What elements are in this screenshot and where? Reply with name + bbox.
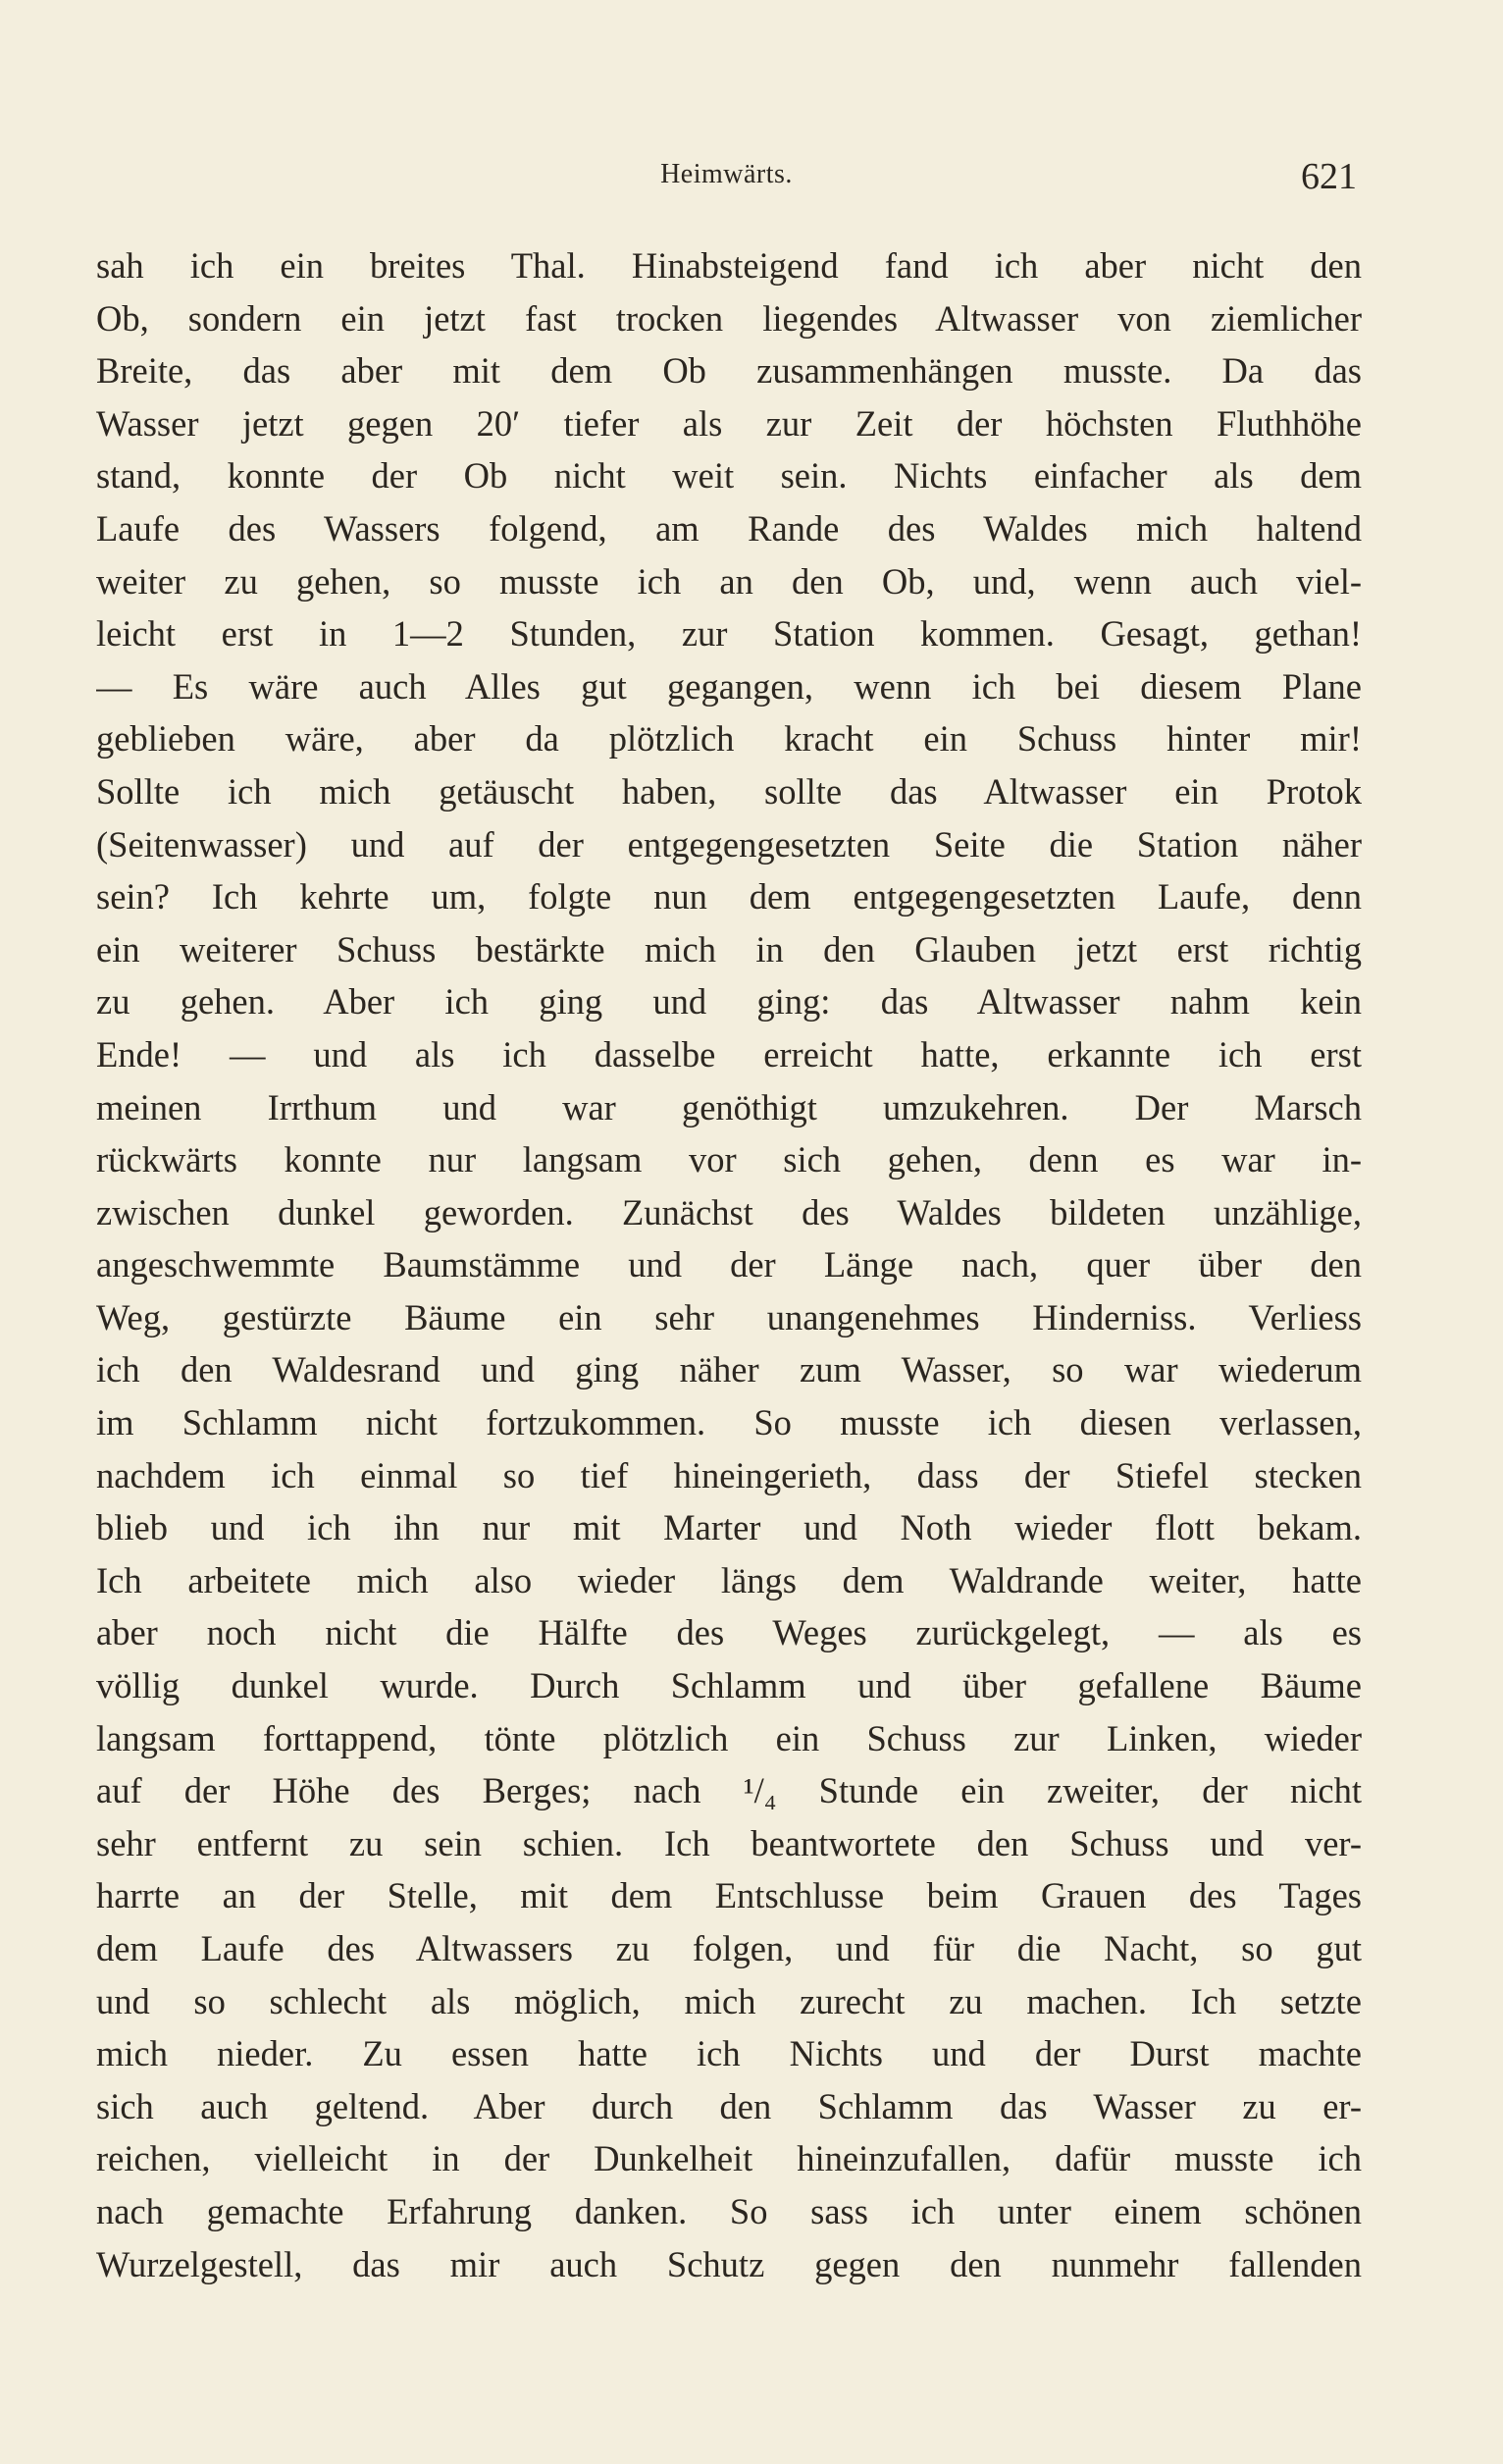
text-line: meinen Irrthum und war genöthigt umzukehren. Der Marsch — [96, 1086, 1362, 1127]
running-head: Heimwärts. — [660, 159, 793, 189]
text-line: Laufe des Wassers folgend, am Rande des Waldes mich haltend — [96, 507, 1362, 549]
text-line: reichen, vielleicht in der Dunkelheit hineinzufallen, dafür musste ich — [96, 2138, 1362, 2179]
text-line: (Seitenwasser) und auf der entgegengesetzten Seite die Station näher — [96, 823, 1362, 865]
text-line: auf der Höhe des Berges; nach ¹/₄ Stunde ein zweiter, der nicht — [96, 1770, 1362, 1811]
text-line: aber noch nicht die Hälfte des Weges zurückgelegt, — als es — [96, 1612, 1362, 1653]
text-line: weiter zu gehen, so musste ich an den Ob, und, wenn auch viel- — [96, 560, 1362, 602]
text-line: im Schlamm nicht fortzukommen. So musste ich diesen verlassen, — [96, 1402, 1362, 1443]
text-line: nachdem ich einmal so tief hineingerieth, dass der Stiefel stecken — [96, 1454, 1362, 1495]
text-line: mich nieder. Zu essen hatte ich Nichts und der Durst machte — [96, 2033, 1362, 2074]
page-number: 621 — [1301, 156, 1357, 197]
page-header — [96, 147, 1357, 206]
text-line: Wurzelgestell, das mir auch Schutz gegen den nunmehr fallenden — [96, 2243, 1362, 2284]
body-text — [96, 239, 1362, 2290]
text-line: dem Laufe des Altwassers zu folgen, und für die Nacht, so gut — [96, 1928, 1362, 1968]
text-line: rückwärts konnte nur langsam vor sich gehen, denn es war in- — [96, 1139, 1362, 1180]
text-line: Wasser jetzt gegen 20′ tiefer als zur Zeit der höchsten Fluthhöhe — [96, 402, 1362, 444]
text-line: — Es wäre auch Alles gut gegangen, wenn ich bei diesem Plane — [96, 665, 1362, 707]
text-line: völlig dunkel wurde. Durch Schlamm und über gefallene Bäume — [96, 1665, 1362, 1706]
text-line: ich den Waldesrand und ging näher zum Wasser, so war wiederum — [96, 1349, 1362, 1390]
text-line: ein weiterer Schuss bestärkte mich in den Glauben jetzt erst richtig — [96, 928, 1362, 970]
text-line: harrte an der Stelle, mit dem Entschlusse beim Grauen des Tages — [96, 1875, 1362, 1916]
text-line: nach gemachte Erfahrung danken. So sass ich unter einem schönen — [96, 2190, 1362, 2231]
text-line: langsam forttappend, tönte plötzlich ein Schuss zur Linken, wieder — [96, 1717, 1362, 1758]
text-line: Ende! — und als ich dasselbe erreicht hatte, erkannte ich erst — [96, 1033, 1362, 1075]
text-line: stand, konnte der Ob nicht weit sein. Nichts einfacher als dem — [96, 455, 1362, 497]
text-line: leicht erst in 1—2 Stunden, zur Station kommen. Gesagt, gethan! — [96, 613, 1362, 655]
text-line: Breite, das aber mit dem Ob zusammenhängen musste. Da das — [96, 350, 1362, 392]
text-line: Ob, sondern ein jetzt fast trocken liegendes Altwasser von ziemlicher — [96, 297, 1362, 339]
text-line: und so schlecht als möglich, mich zurecht zu machen. Ich setzte — [96, 1980, 1362, 2021]
text-line: angeschwemmte Baumstämme und der Länge nach, quer über den — [96, 1244, 1362, 1285]
text-line: zu gehen. Aber ich ging und ging: das Altwasser nahm kein — [96, 981, 1362, 1022]
text-line: sich auch geltend. Aber durch den Schlamm das Wasser zu er- — [96, 2085, 1362, 2126]
text-line: Ich arbeitete mich also wieder längs dem Waldrande weiter, hatte — [96, 1559, 1362, 1600]
text-line: Weg, gestürzte Bäume ein sehr unangenehmes Hinderniss. Verliess — [96, 1296, 1362, 1337]
text-line: sehr entfernt zu sein schien. Ich beantwortete den Schuss und ver- — [96, 1822, 1362, 1863]
text-line: geblieben wäre, aber da plötzlich kracht ein Schuss hinter mir! — [96, 718, 1362, 760]
text-line: blieb und ich ihn nur mit Marter und Noth wieder flott bekam. — [96, 1507, 1362, 1548]
text-line: sah ich ein breites Thal. Hinabsteigend fand ich aber nicht den — [96, 245, 1362, 286]
text-line: zwischen dunkel geworden. Zunächst des Waldes bildeten unzählige, — [96, 1191, 1362, 1232]
text-line: Sollte ich mich getäuscht haben, sollte das Altwasser ein Protok — [96, 770, 1362, 812]
text-line: sein? Ich kehrte um, folgte nun dem entgegengesetzten Laufe, denn — [96, 876, 1362, 917]
